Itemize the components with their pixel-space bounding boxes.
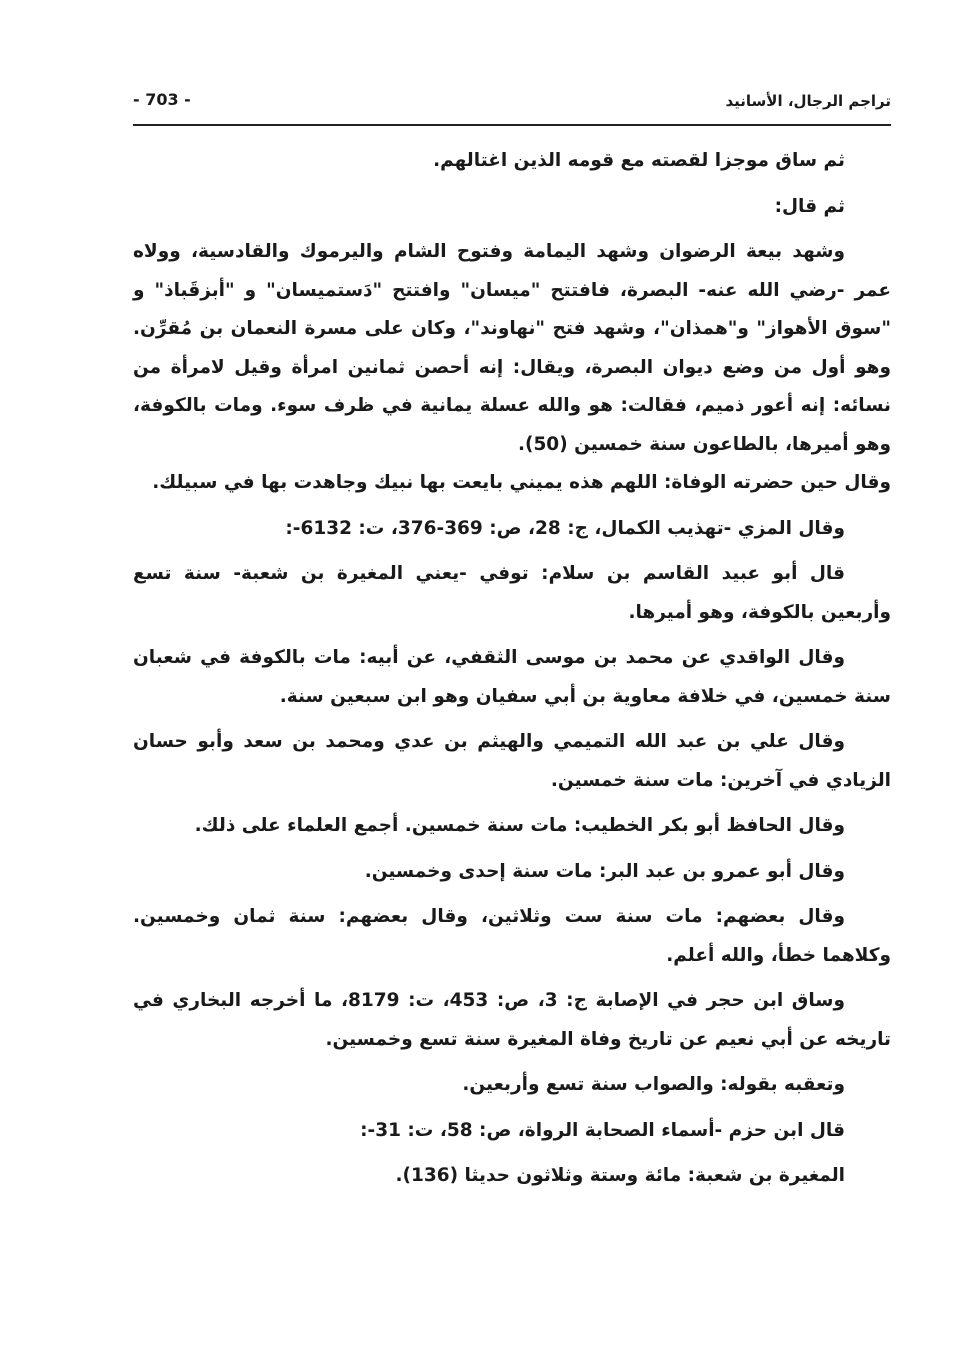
paragraph: وقال المزي -تهذيب الكمال، ج: 28، ص: 369-376، ت: 6132-: — [285, 517, 845, 539]
paragraph: قال أبو عبيد القاسم بن سلام: توفي -يعني المغيرة بن شعبة- سنة تسع وأربعين بالكوفة، وهو أميرها. — [133, 563, 891, 623]
paragraph: وقال الحافظ أبو بكر الخطيب: مات سنة خمسين. أجمع العلماء على ذلك. — [194, 815, 845, 836]
paragraph: وقال أبو عمرو بن عبد البر: مات سنة إحدى وخمسين. — [364, 860, 845, 882]
body-text — [133, 142, 891, 1203]
page-number: - 703 - — [133, 90, 191, 109]
paragraph: وقال بعضهم: مات سنة ست وثلاثين، وقال بعضهم: سنة ثمان وخمسين. وكلاهما خطأ، والله أعلم. — [133, 906, 891, 966]
page-header — [133, 92, 891, 122]
paragraph: وساق ابن حجر في الإصابة ج: 3، ص: 453، ت: 8179، ما أخرجه البخاري في تاريخه عن أبي نعيم عن تاريخ وفاة المغيرة سنة تسع وخمسين. — [133, 990, 891, 1050]
paragraph: ثم ساق موجزا لقصته مع قومه الذين اغتالهم. — [433, 150, 845, 171]
paragraph: وقال الواقدي عن محمد بن موسى الثقفي، عن أبيه: مات بالكوفة في شعبان سنة خمسين، في خلافة معاوية بن أبي سفيان وهو ابن سبعين سنة. — [133, 647, 891, 707]
running-title: تراجم الرجال، الأسانيد — [725, 92, 891, 110]
paragraph: وتعقبه بقوله: والصواب سنة تسع وأربعين. — [462, 1074, 845, 1095]
paragraph: المغيرة بن شعبة: مائة وستة وثلاثون حديثا (136). — [395, 1165, 845, 1186]
paragraph: ثم قال: — [774, 195, 845, 217]
paragraph: وقال علي بن عبد الله التميمي والهيثم بن عدي ومحمد بن سعد وأبو حسان الزيادي في آخرين: مات سنة خمسين. — [133, 731, 891, 791]
paragraph: وقال حين حضرته الوفاة: اللهم هذه يميني بايعت بها نبيك وجاهدت بها في سبيلك. — [152, 472, 891, 493]
paragraph: قال ابن حزم -أسماء الصحابة الرواة، ص: 58، ت: 31-: — [360, 1119, 845, 1141]
header-rule — [133, 124, 891, 126]
paragraph: وشهد بيعة الرضوان وشهد اليمامة وفتوح الشام واليرموك والقادسية، وولاه عمر -رضي الله عنه- البصرة، فافتتح "ميسان" وافتتح "دَستميسان" و "أبزقَباذ" و "سوق الأهواز" و"همذان"، وشهد فتح "نهاوند"، وكان على مسرة النعمان بن مُقرِّن. وهو أول من وضع ديوان البصرة، ويقال: إنه أحصن ثمانين امرأة وقيل لامرأة من نسائه: إنه أعور ذميم، فقالت: هو والله عسلة يمانية في ظرف سوء. ومات بالكوفة، وهو أميرها، بالطاعون سنة خمسين (50). — [133, 241, 891, 455]
